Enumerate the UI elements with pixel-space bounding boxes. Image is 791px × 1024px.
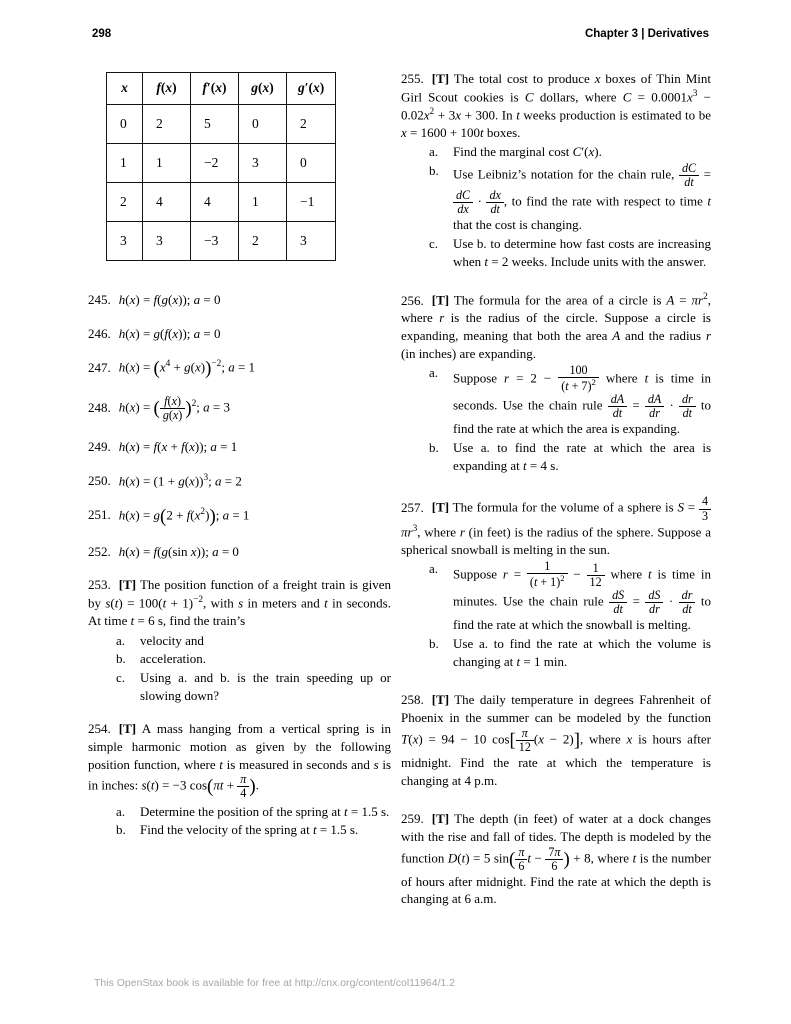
problem-249 [88, 438, 391, 456]
problem-subparts [88, 803, 391, 839]
problem-statement: 247. $h(x) = (x^4 + g(x))^{-2}$; a = 1 [88, 358, 256, 380]
problem-subpart-b [429, 635, 711, 670]
problem-subpart-a [429, 364, 711, 438]
subpart-text: Use Leibniz’s notation for the chain rule, $\frac{dC}{dt}$ = $\frac{dC}{dx}$ · $\frac{dx}{dt}$ , to find the rate with respect to time t that the cost is changing. [453, 161, 711, 233]
subpart-text: acceleration. [140, 651, 207, 667]
table-cell: 5 [191, 105, 239, 144]
problem-number: 250. [88, 473, 111, 489]
problem-subpart-b [429, 439, 711, 474]
table-cell: −1 [287, 183, 336, 222]
problem-253 [88, 576, 391, 704]
subpart-text: Using a. and b. is the train speeding up or slowing down? [140, 670, 391, 703]
values-table-head [107, 73, 336, 105]
table-cell: 0 [107, 105, 143, 144]
subpart-text: Use b. to determine how fast costs are increasing when t = 2 weeks. Include units with the answer. [453, 235, 711, 269]
table-cell: 2 [107, 183, 143, 222]
problem-255 [401, 70, 711, 270]
subpart-text: Determine the position of the spring at t = 1.5 s. [140, 803, 390, 819]
problem-number: 256. [401, 292, 424, 308]
subpart-label: a. [116, 632, 126, 648]
problem-number: 253. [88, 577, 111, 593]
problem-number: 248. [88, 399, 111, 415]
chapter-title: Chapter 3 | Derivatives [584, 28, 709, 40]
table-header-row [107, 73, 336, 105]
table-cell: 1 [143, 144, 191, 183]
problem-256 [401, 291, 711, 474]
values-table [106, 72, 336, 261]
problem-subpart-b [116, 650, 391, 668]
values-table-body [107, 105, 336, 261]
problem-statement: 254. [T] A mass hanging from a vertical spring is in simple harmonic motion as given by the following position function, where t is measured in seconds and s is in inches: s(t) = −3 cos(πt + $\frac{\pi}{4}$ ). [88, 721, 391, 801]
problem-subpart-a [116, 632, 391, 650]
problem-248 [88, 395, 391, 422]
table-row [107, 105, 336, 144]
problem-statement: 255. [T] The total cost to produce x boxes of Thin Mint Girl Scout cookies is C dollars, where $C = 0.0001x^3 - 0.02x^2 + 3x + 300$. In t weeks production is estimated to be x = 1600 + 100t boxes. [401, 71, 711, 140]
problem-statement: 253. [T] The position function of a freight train is given by $s(t) = 100(t + 1)^{-2}$, with s in meters and t in seconds. At time t = 6 s, find the train’s [88, 577, 391, 629]
problem-statement: 256. [T] The formula for the area of a circle is $A = \pi r^2$, where r is the radius of the circle. Suppose a circle is expanding, meaning that both the area A and the radius r (in inches) are expanding. [401, 292, 712, 361]
problem-statement: 245. h(x) = f(g(x)); a = 0 [88, 292, 221, 307]
table-cell: 1 [239, 183, 287, 222]
problem-statement: 257. [T] The formula for the volume of a sphere is S = $\frac{4}{3}$ $\pi r^3$, where r (in feet) is the radius of the sphere. Suppose a spherical snowball is melting in the sun. [401, 494, 711, 557]
table-header-cell: f′(x) [191, 73, 239, 105]
problem-number: 249. [88, 439, 111, 455]
problem-number: 246. [88, 325, 111, 341]
problems-right [401, 70, 711, 908]
problem-subparts [401, 364, 711, 474]
problem-number: 255. [401, 71, 424, 86]
subpart-text: velocity and [140, 632, 204, 648]
right-column [401, 70, 711, 929]
problem-subparts [401, 143, 711, 270]
problem-subpart-b [429, 162, 711, 234]
page-footer [94, 977, 455, 989]
table-cell: 3 [143, 222, 191, 261]
subpart-label: c. [116, 670, 126, 686]
table-cell: 1 [107, 144, 143, 183]
problem-number: 245. [88, 292, 111, 307]
problem-258 [401, 691, 711, 789]
table-row [107, 144, 336, 183]
table-cell: 2 [143, 105, 191, 144]
table-header-cell: f(x) [143, 73, 191, 105]
table-row [107, 183, 336, 222]
problem-259 [401, 810, 711, 908]
subpart-label: b. [116, 822, 126, 838]
subpart-label: a. [429, 561, 439, 577]
table-cell: 0 [287, 144, 336, 183]
table-header-cell: x [107, 73, 143, 105]
problem-246 [88, 325, 391, 343]
problem-number: 247. [88, 359, 111, 375]
table-cell: 3 [287, 222, 336, 261]
table-cell: 2 [239, 222, 287, 261]
problem-number: 252. [88, 543, 111, 559]
footer-attribution-text: This OpenStax book is available for free at http://cnx.org/content/col11964/1.2 [94, 977, 456, 989]
problem-number: 251. [88, 507, 111, 523]
problem-statement: 252. h(x) = f(g(sin x)); a = 0 [88, 543, 239, 559]
subpart-text: Suppose r = $\frac{1}{(t + 1)^2}$ − $\frac{1}{12}$ where t is time in minutes. Use the chain rule $\frac{dS}{dt}$ = $\frac{dS}{dr}$ · $\frac{dr}{dt}$ to find the rate at which the snowball is melting. [453, 559, 711, 633]
subpart-label: b. [429, 440, 439, 456]
problem-statement: 246. h(x) = g(f(x)); a = 0 [88, 325, 221, 341]
problem-252 [88, 543, 391, 561]
table-cell: −2 [191, 144, 239, 183]
problem-number: 257. [401, 500, 424, 516]
subpart-label: a. [116, 803, 126, 819]
table-cell: 4 [143, 183, 191, 222]
content-columns [88, 70, 711, 929]
problem-245 [88, 291, 391, 309]
problem-subparts [88, 632, 391, 705]
subpart-text: Use a. to find the rate at which the area is expanding at t = 4 s. [453, 440, 711, 473]
table-cell: −3 [191, 222, 239, 261]
problem-subpart-b [116, 821, 391, 839]
left-column [88, 70, 391, 929]
page-number: 298 [92, 28, 112, 40]
problem-number: 258. [401, 692, 424, 708]
table-cell: 0 [239, 105, 287, 144]
table-cell: 3 [107, 222, 143, 261]
problem-257 [401, 495, 711, 670]
table-row [107, 222, 336, 261]
table-header-cell: g′(x) [287, 73, 336, 105]
subpart-label: b. [429, 163, 439, 179]
table-cell: 4 [191, 183, 239, 222]
problem-254 [88, 720, 391, 838]
subpart-label: b. [116, 651, 126, 667]
subpart-text: Use a. to find the rate at which the volume is changing at t = 1 min. [453, 636, 711, 669]
subpart-label: b. [429, 636, 439, 652]
problem-247 [88, 358, 391, 379]
problem-subpart-c [429, 235, 711, 270]
subpart-label: c. [429, 235, 439, 251]
problem-250 [88, 472, 391, 490]
problem-statement: 250. $h(x) = (1 + g(x))^3$; a = 2 [88, 472, 242, 489]
subpart-label: a. [429, 144, 439, 160]
problem-subpart-a [429, 143, 711, 161]
problem-number: 259. [401, 811, 424, 827]
problem-statement: 258. [T] The daily temperature in degrees Fahrenheit of Phoenix in the summer can be modeled by the function T(x) = 94 − 10 cos[ $\frac{\pi}{12}$ (x − 2)], where x is hours after midnight. Find the rate at which the temperature is changing at 4 p.m. [401, 692, 711, 788]
table-cell: 3 [239, 144, 287, 183]
problem-subpart-a [429, 560, 711, 634]
subpart-text: Find the velocity of the spring at t = 1.5 s. [140, 822, 359, 838]
problem-subparts [401, 560, 711, 670]
table-header-cell: g(x) [239, 73, 287, 105]
problem-number: 254. [88, 721, 111, 737]
table-cell: 2 [287, 105, 336, 144]
subpart-text: Suppose r = 2 − $\frac{100}{(t + 7)^2}$ where t is time in seconds. Use the chain rule $\frac{dA}{dt}$ = $\frac{dA}{dr}$ · $\frac{dr}{dt}$ to find the rate at which the area is expanding. [453, 363, 712, 437]
problem-subpart-c [116, 669, 391, 704]
page-header [92, 28, 709, 40]
subpart-text: Find the marginal cost C′(x). [453, 144, 602, 160]
problem-subpart-a [116, 803, 391, 821]
subpart-label: a. [429, 365, 439, 381]
problem-statement: 259. [T] The depth (in feet) of water at a dock changes with the rise and fall of tides. The depth is modeled by the function D(t) = 5 sin( $\frac{\pi}{6}$ t − $\frac{7\pi}{6}$ ) + 8, where t is the number of hours after midnight. Find the rate at which the depth is changing at 6 a.m. [401, 811, 711, 907]
problems-left [88, 291, 391, 839]
problem-statement: 251. $h(x) = g(2 + f(x^2))$; a = 1 [88, 505, 250, 527]
problem-251 [88, 506, 391, 527]
problem-statement: 248. h(x) = ( $\frac{f(x)}{g(x)}$ )$^2$; a = 3 [88, 394, 230, 423]
problem-statement: 249. h(x) = f(x + f(x)); a = 1 [88, 439, 238, 455]
